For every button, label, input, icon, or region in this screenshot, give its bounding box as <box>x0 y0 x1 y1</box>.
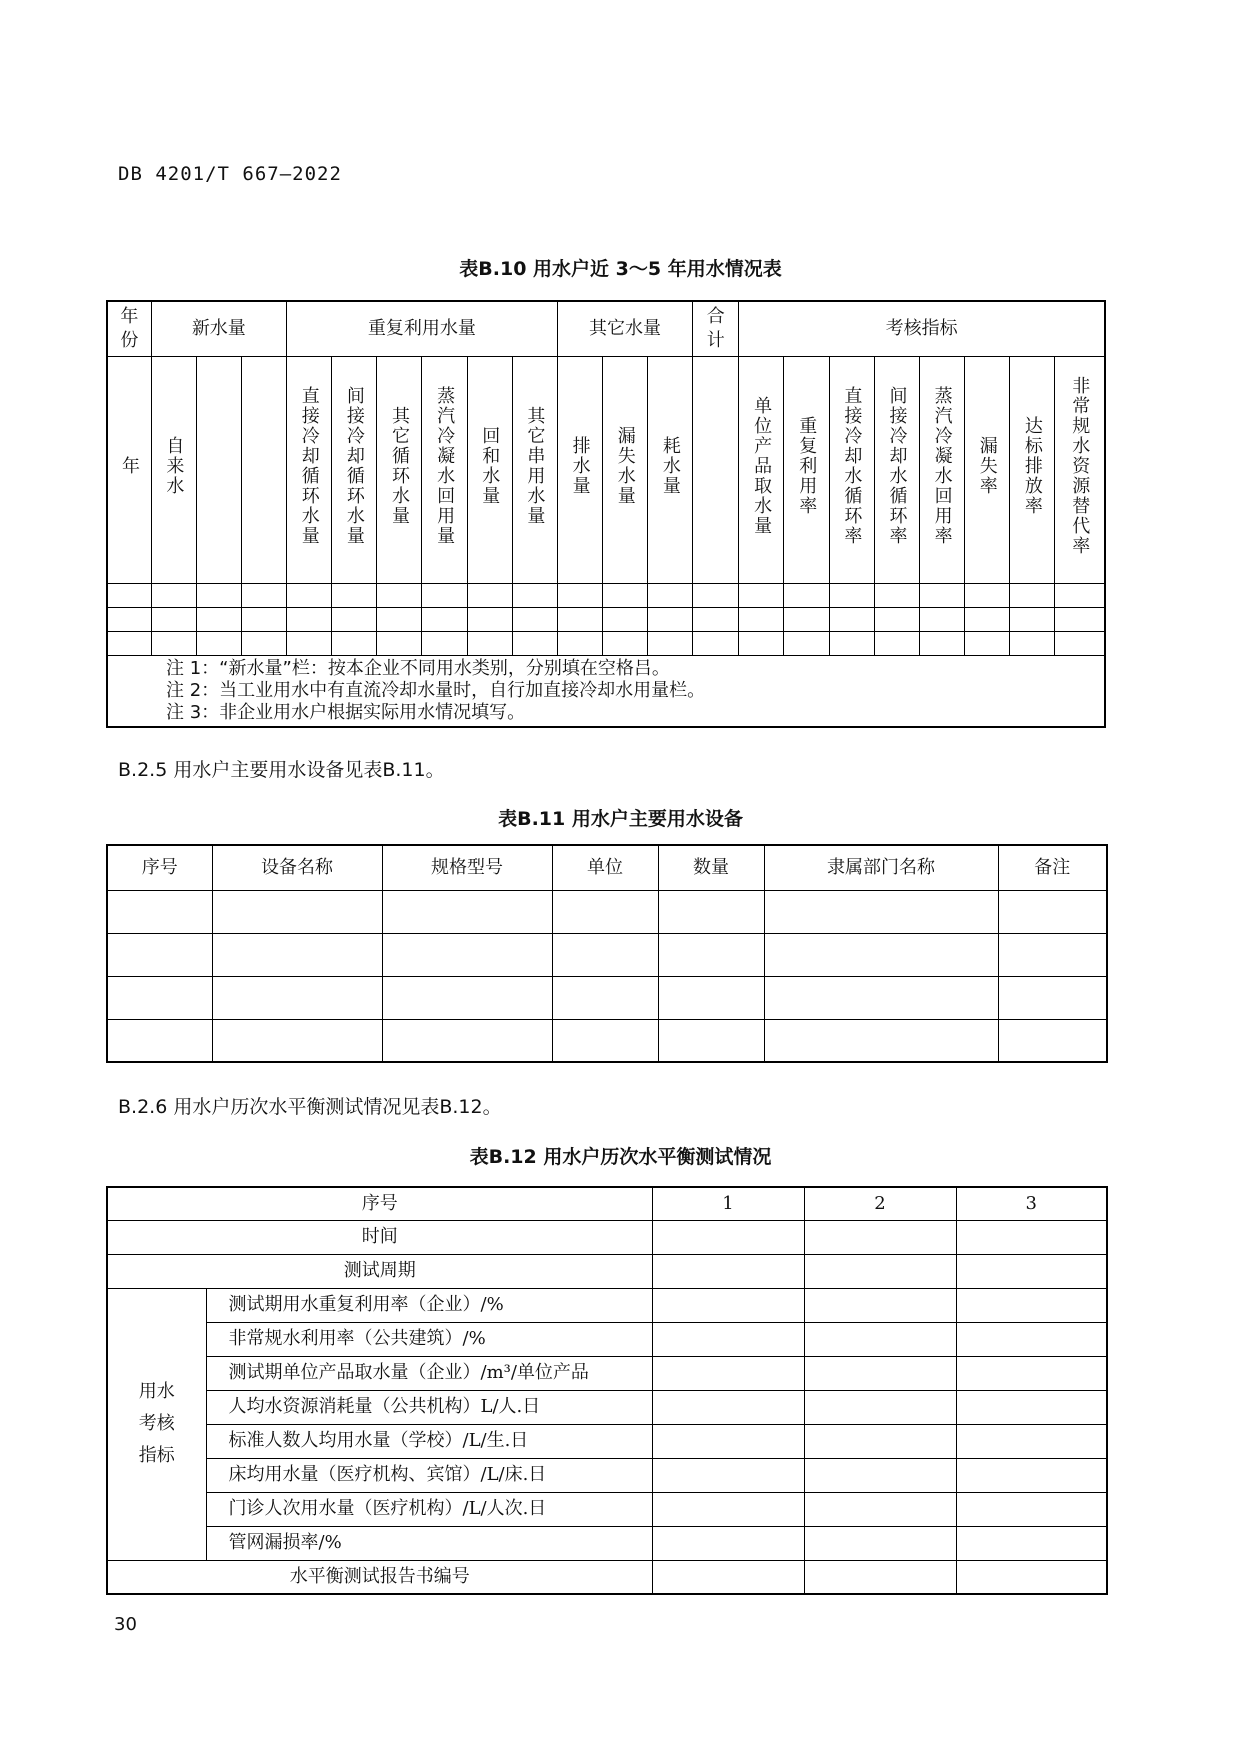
table-cell <box>422 607 467 631</box>
table-cell <box>919 583 964 607</box>
table-cell <box>1010 607 1055 631</box>
table-cell <box>874 607 919 631</box>
indicator-label: 标准人数人均用水量（学校）/L/生.日 <box>206 1424 652 1458</box>
table-cell <box>212 976 382 1019</box>
table-b10-notes <box>107 655 1105 727</box>
row-seq-label: 序号 <box>107 1187 652 1220</box>
table-cell <box>107 583 151 607</box>
table-cell <box>287 631 332 655</box>
table-cell <box>382 890 552 933</box>
col-consume: 耗水量 <box>648 356 693 583</box>
table-cell <box>107 933 212 976</box>
table-cell <box>829 631 874 655</box>
table-cell <box>874 583 919 607</box>
table-cell <box>964 583 1009 607</box>
col-leak-rate: 漏失率 <box>964 356 1009 583</box>
table-cell <box>998 933 1107 976</box>
col-total-blank <box>693 356 739 583</box>
side-label: 用水考核指标 <box>107 1288 206 1560</box>
header-reuse-water: 重复利用水量 <box>287 301 558 356</box>
table-cell <box>151 607 196 631</box>
table-cell <box>648 583 693 607</box>
table-cell <box>658 976 764 1019</box>
table-cell <box>829 583 874 607</box>
header-indicators: 考核指标 <box>739 301 1105 356</box>
table-row <box>107 890 1107 933</box>
table-cell <box>552 976 658 1019</box>
indicator-label: 人均水资源消耗量（公共机构）L/人.日 <box>206 1390 652 1424</box>
table-cell <box>512 583 557 607</box>
table-cell <box>739 631 784 655</box>
table-cell <box>693 607 739 631</box>
col-indirect-cooling: 间接冷却循环水量 <box>332 356 377 583</box>
header-year-group: 年份 <box>107 301 151 356</box>
table-row <box>107 976 1107 1019</box>
table-cell <box>658 933 764 976</box>
table-cell <box>693 631 739 655</box>
header-department: 隶属部门名称 <box>764 845 998 890</box>
table-cell <box>512 607 557 631</box>
table-row <box>107 1019 1107 1062</box>
seq-1: 1 <box>652 1187 804 1220</box>
table-cell <box>557 631 602 655</box>
table-cell <box>784 607 829 631</box>
header-device-name: 设备名称 <box>212 845 382 890</box>
table-cell <box>467 583 512 607</box>
paragraph-b26: B.2.6 用水户历次水平衡测试情况见表B.12。 <box>118 1096 502 1118</box>
table-cell <box>998 1019 1107 1062</box>
header-spec-model: 规格型号 <box>382 845 552 890</box>
note-3: 注 3：非企业用水户根据实际用水情况填写。 <box>166 701 526 723</box>
table-cell <box>739 583 784 607</box>
table-cell <box>658 890 764 933</box>
table-cell <box>332 631 377 655</box>
table-cell <box>382 1019 552 1062</box>
col-new-blank <box>196 356 241 583</box>
col-tap-water: 自来水 <box>151 356 196 583</box>
table-row <box>107 583 1105 607</box>
table-cell <box>422 631 467 655</box>
table-cell <box>107 631 151 655</box>
table-row <box>107 933 1107 976</box>
row-report-label: 水平衡测试报告书编号 <box>107 1560 652 1594</box>
col-discharge-rate: 达标排放率 <box>1010 356 1055 583</box>
col-new-blank <box>241 356 286 583</box>
paragraph-b25: B.2.5 用水户主要用水设备见表B.11。 <box>118 759 445 781</box>
table-cell <box>784 631 829 655</box>
table-b10-caption: 表B.10 用水户近 3～5 年用水情况表 <box>459 258 782 280</box>
table-cell <box>287 607 332 631</box>
col-steam-rate: 蒸汽冷凝水回用率 <box>919 356 964 583</box>
table-cell <box>919 631 964 655</box>
table-b12-caption: 表B.12 用水户历次水平衡测试情况 <box>469 1146 772 1168</box>
table-cell <box>874 631 919 655</box>
seq-3: 3 <box>956 1187 1107 1220</box>
header-quantity: 数量 <box>658 845 764 890</box>
table-cell <box>241 583 286 607</box>
table-cell <box>964 631 1009 655</box>
table-cell <box>919 607 964 631</box>
table-cell <box>151 583 196 607</box>
col-unit-intake: 单位产品取水量 <box>739 356 784 583</box>
table-cell <box>739 607 784 631</box>
table-cell <box>784 583 829 607</box>
table-b11 <box>106 844 1108 1063</box>
table-cell <box>332 607 377 631</box>
table-cell <box>332 583 377 607</box>
header-seq: 序号 <box>107 845 212 890</box>
table-cell <box>764 1019 998 1062</box>
table-cell <box>829 607 874 631</box>
header-new-water: 新水量 <box>151 301 286 356</box>
table-cell <box>241 607 286 631</box>
table-cell <box>557 583 602 607</box>
header-unit: 单位 <box>552 845 658 890</box>
table-cell <box>648 631 693 655</box>
indicator-label: 床均用水量（医疗机构、宾馆）/L/床.日 <box>206 1458 652 1492</box>
table-cell <box>552 933 658 976</box>
row-period-label: 测试周期 <box>107 1254 652 1288</box>
seq-2: 2 <box>804 1187 956 1220</box>
indicator-label: 非常规水利用率（公共建筑）/% <box>206 1322 652 1356</box>
table-cell <box>107 607 151 631</box>
table-cell <box>552 1019 658 1062</box>
table-row <box>107 631 1105 655</box>
table-cell <box>1055 607 1105 631</box>
table-cell <box>422 583 467 607</box>
table-cell <box>998 976 1107 1019</box>
table-cell <box>377 607 422 631</box>
table-cell <box>196 631 241 655</box>
col-reuse: 回和水量 <box>467 356 512 583</box>
col-alt-rate: 非常规水资源替代率 <box>1055 356 1105 583</box>
table-cell <box>964 607 1009 631</box>
table-cell <box>658 1019 764 1062</box>
col-steam-reuse: 蒸汽冷凝水回用量 <box>422 356 467 583</box>
table-cell <box>602 631 647 655</box>
col-drain: 排水量 <box>557 356 602 583</box>
table-cell <box>512 631 557 655</box>
table-cell <box>241 631 286 655</box>
table-row <box>107 607 1105 631</box>
table-cell <box>212 890 382 933</box>
table-cell <box>1055 583 1105 607</box>
table-cell <box>602 607 647 631</box>
col-direct-rate: 直接冷却水循环率 <box>829 356 874 583</box>
table-cell <box>693 583 739 607</box>
indicator-label: 门诊人次用水量（医疗机构）/L/人次.日 <box>206 1492 652 1526</box>
table-b12 <box>106 1186 1108 1595</box>
table-cell <box>107 890 212 933</box>
header-total: 合计 <box>693 301 739 356</box>
note-2: 注 2：当工业用水中有直流冷却水量时，自行加直接冷却水用量栏。 <box>166 679 706 701</box>
col-other-cycle: 其它循环水量 <box>377 356 422 583</box>
table-cell <box>998 890 1107 933</box>
table-cell <box>1055 631 1105 655</box>
page-number: 30 <box>114 1614 137 1635</box>
table-cell <box>467 607 512 631</box>
table-cell <box>212 933 382 976</box>
table-cell <box>151 631 196 655</box>
table-cell <box>107 1019 212 1062</box>
table-cell <box>557 607 602 631</box>
table-cell <box>764 976 998 1019</box>
table-cell <box>377 631 422 655</box>
table-b10 <box>106 300 1106 728</box>
table-b11-caption: 表B.11 用水户主要用水设备 <box>498 808 743 830</box>
col-indirect-rate: 间接冷却水循环率 <box>874 356 919 583</box>
col-series-use: 其它串用水量 <box>512 356 557 583</box>
table-cell <box>1010 583 1055 607</box>
table-cell <box>602 583 647 607</box>
table-cell <box>212 1019 382 1062</box>
row-time-label: 时间 <box>107 1220 652 1254</box>
table-cell <box>1010 631 1055 655</box>
indicator-label: 测试期用水重复利用率（企业）/% <box>206 1288 652 1322</box>
col-leak-water: 漏失水量 <box>602 356 647 583</box>
table-cell <box>467 631 512 655</box>
indicator-label: 测试期单位产品取水量（企业）/m³/单位产品 <box>206 1356 652 1390</box>
table-cell <box>377 583 422 607</box>
table-cell <box>107 976 212 1019</box>
header-other-water: 其它水量 <box>557 301 692 356</box>
table-cell <box>196 607 241 631</box>
table-cell <box>287 583 332 607</box>
note-1: 注 1：“新水量”栏：按本企业不同用水类别，分别填在空格吕。 <box>166 657 670 679</box>
document-code: DB 4201/T 667—2022 <box>118 163 342 185</box>
col-direct-cooling: 直接冷却循环水量 <box>287 356 332 583</box>
table-cell <box>764 890 998 933</box>
col-reuse-rate: 重复利用率 <box>784 356 829 583</box>
table-cell <box>382 933 552 976</box>
indicator-label: 管网漏损率/% <box>206 1526 652 1560</box>
col-year: 年 <box>107 356 151 583</box>
table-cell <box>382 976 552 1019</box>
table-cell <box>764 933 998 976</box>
header-remark: 备注 <box>998 845 1107 890</box>
table-cell <box>552 890 658 933</box>
table-cell <box>648 607 693 631</box>
table-cell <box>196 583 241 607</box>
